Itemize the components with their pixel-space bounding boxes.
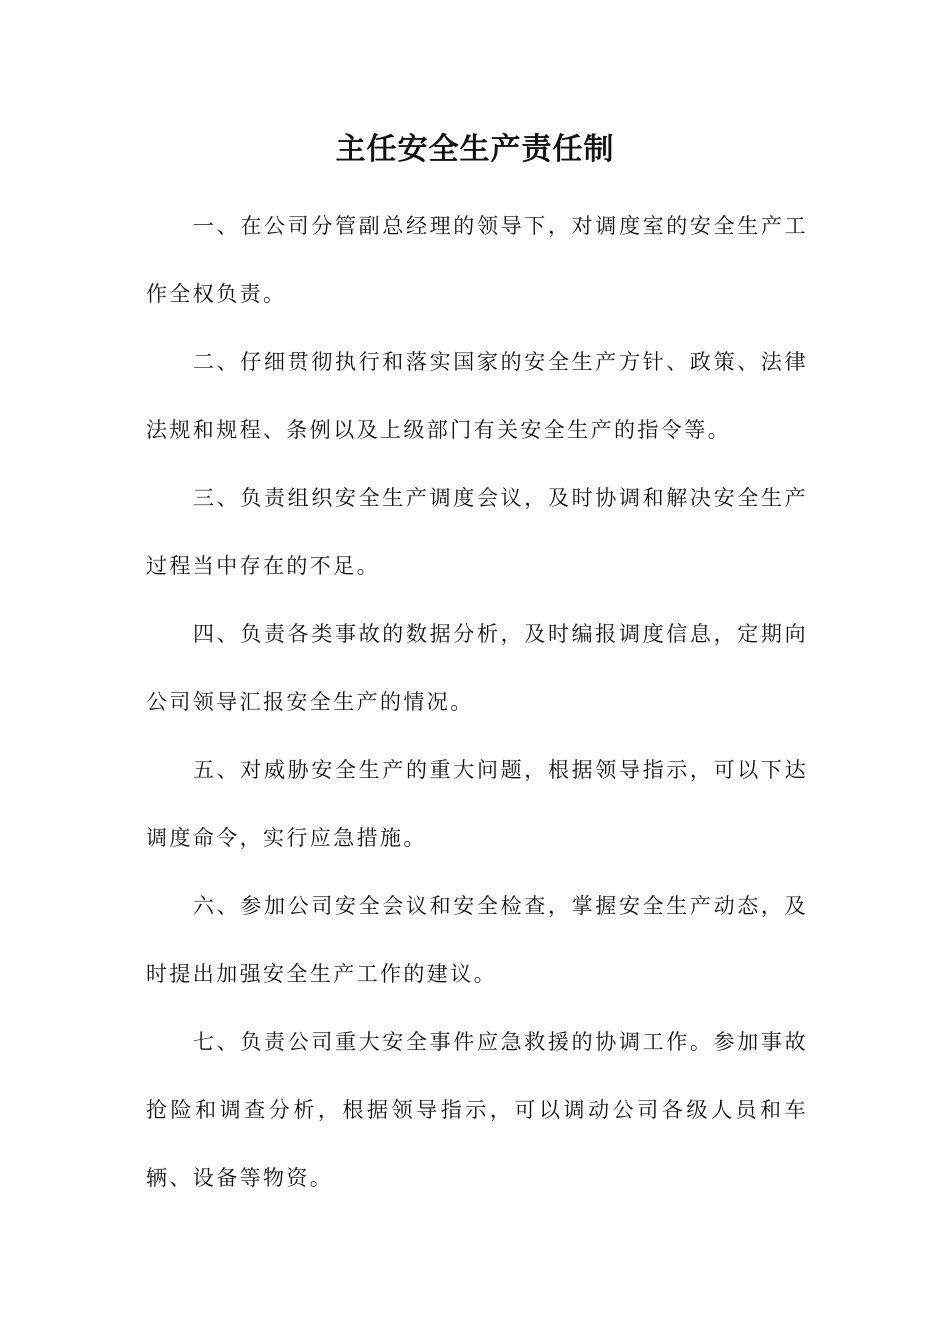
clause-6: 六、参加公司安全会议和安全检查，掌握安全生产动态，及时提出加强安全生产工作的建议。 [146,894,808,986]
clause-5: 五、对威胁安全生产的重大问题，根据领导指示，可以下达调度命令，实行应急措施。 [146,758,808,850]
document-body [146,192,808,1212]
clause-2: 二、仔细贯彻执行和落实国家的安全生产方针、政策、法律法规和规程、条例以及上级部门有关安全生产的指令等。 [146,350,808,442]
document-title: 主任安全生产责任制 [335,132,615,167]
clause-4: 四、负责各类事故的数据分析，及时编报调度信息，定期向公司领导汇报安全生产的情况。 [146,622,808,714]
clause-1: 一、在公司分管副总经理的领导下，对调度室的安全生产工作全权负责。 [146,214,808,306]
clause-3: 三、负责组织安全生产调度会议，及时协调和解决安全生产过程当中存在的不足。 [146,486,808,578]
clause-7: 七、负责公司重大安全事件应急救援的协调工作。参加事故抢险和调查分析，根据领导指示，可以调动公司各级人员和车辆、设备等物资。 [146,1030,808,1190]
